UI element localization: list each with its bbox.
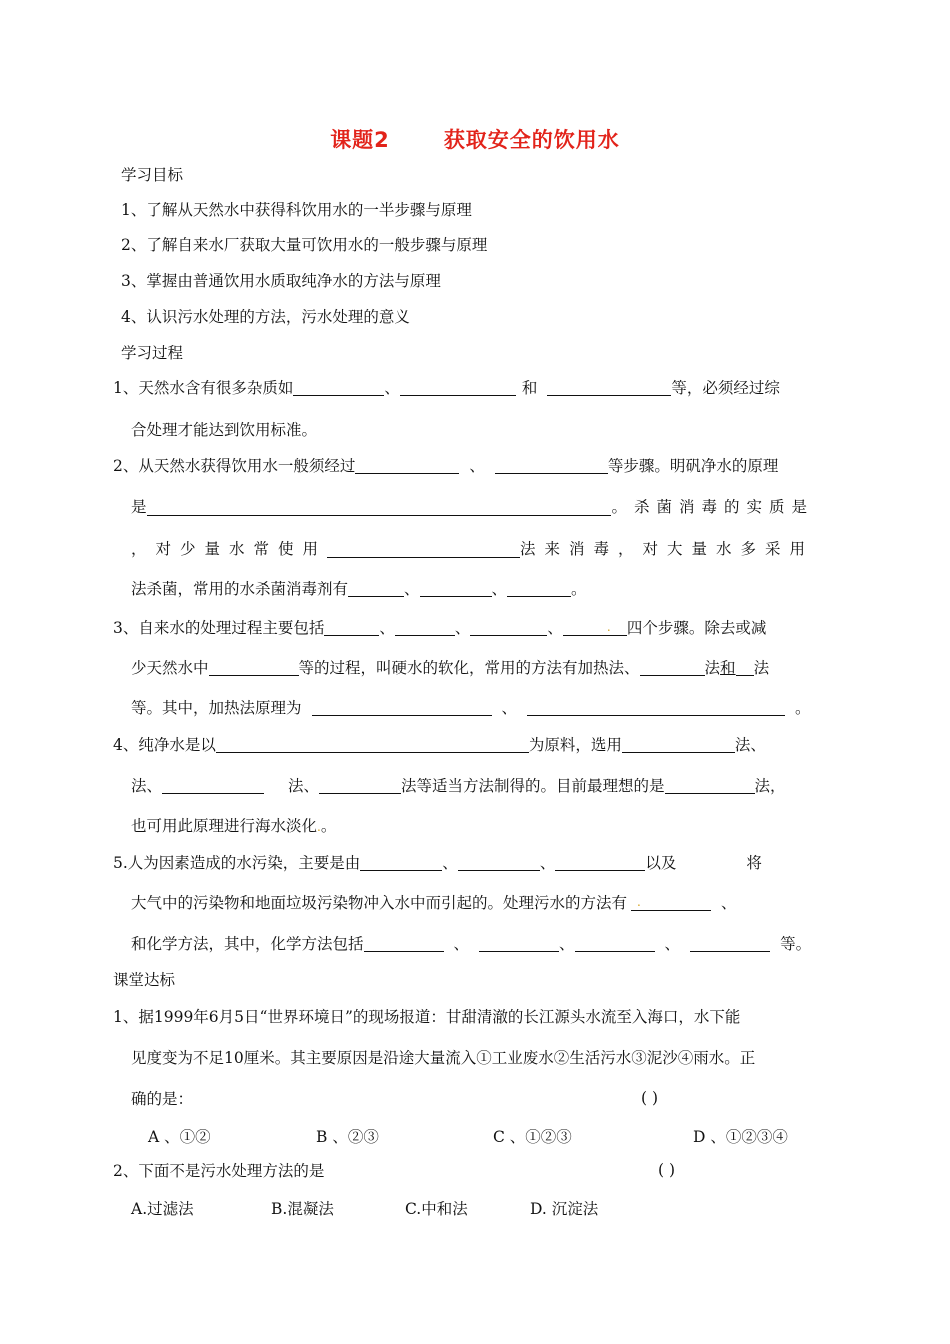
fill-blank[interactable] bbox=[327, 541, 520, 558]
option-d[interactable]: D 、①②③④ bbox=[693, 1128, 788, 1146]
process-q2-line4: 法杀菌，常用的水杀菌消毒剂有 、 、 。 bbox=[131, 580, 587, 598]
process-q5-line1: 5.人为因素造成的水污染，主要是由 、 、 以及 将 bbox=[113, 854, 762, 872]
fill-blank[interactable] bbox=[479, 935, 559, 952]
fill-blank[interactable] bbox=[324, 619, 379, 636]
answer-paren[interactable]: ( ) bbox=[658, 1161, 676, 1179]
process-q5-line2: 大气中的污染物和地面垃圾污染物冲入水中而引起的。处理污水的方法有 . 、 bbox=[131, 894, 737, 912]
fill-blank[interactable] bbox=[216, 736, 529, 753]
fill-blank[interactable] bbox=[293, 379, 384, 396]
process-q4-line1: 4、纯净水是以 为原料，选用 法、 bbox=[113, 736, 766, 754]
option-c[interactable]: C.中和法 bbox=[405, 1200, 468, 1218]
practice-heading: 课堂达标 bbox=[113, 971, 176, 989]
fill-blank[interactable] bbox=[319, 777, 401, 794]
fill-blank[interactable] bbox=[360, 854, 442, 871]
goals-heading: 学习目标 bbox=[121, 166, 184, 184]
fill-blank[interactable] bbox=[555, 854, 645, 871]
process-q1-line2: 合处理才能达到饮用标准。 bbox=[131, 421, 318, 439]
fill-blank[interactable] bbox=[162, 777, 264, 794]
fill-blank[interactable] bbox=[348, 580, 404, 597]
process-q2-line3: ，对少量水常使用 法来消毒，对大量水多采用 bbox=[131, 540, 814, 558]
fill-blank[interactable] bbox=[575, 935, 655, 952]
process-q5-line3: 和化学方法，其中，化学方法包括 、 、 、 等。 bbox=[131, 935, 812, 953]
fill-blank[interactable] bbox=[209, 659, 299, 676]
fill-blank[interactable] bbox=[622, 736, 735, 753]
fill-blank[interactable] bbox=[736, 659, 754, 676]
goal-item: 3、掌握由普通饮用水质取纯净水的方法与原理 bbox=[121, 272, 441, 290]
fill-blank[interactable] bbox=[364, 935, 444, 952]
process-q4-line3: 也可用此原理进行海水淡化.。 bbox=[131, 817, 337, 835]
goal-item: 4、认识污水处理的方法，污水处理的意义 bbox=[121, 308, 410, 326]
page-title: 课题2 获取安全的饮用水 bbox=[330, 128, 620, 152]
fill-blank[interactable] bbox=[527, 699, 785, 716]
process-q2-line1: 2、从天然水获得饮用水一般须经过 、 等步骤。明矾净水的原理 bbox=[113, 457, 779, 475]
process-q1-line1: 1、天然水含有很多杂质如 、 和 等，必须经过综 bbox=[113, 379, 780, 397]
practice-q1-line3: 确的是： bbox=[131, 1090, 194, 1108]
process-heading: 学习过程 bbox=[121, 344, 184, 362]
option-b[interactable]: B 、②③ bbox=[316, 1128, 379, 1146]
fill-blank[interactable] bbox=[690, 935, 770, 952]
process-q3-line3: 等。其中，加热法原理为 、 。 bbox=[131, 699, 811, 717]
goal-item: 1、了解从天然水中获得科饮用水的一半步骤与原理 bbox=[121, 201, 472, 219]
fill-blank[interactable] bbox=[495, 457, 608, 474]
fill-blank[interactable] bbox=[147, 499, 612, 516]
option-a[interactable]: A.过滤法 bbox=[131, 1200, 194, 1218]
practice-q1-line1: 1、据1999年6月5日“世界环境日”的现场报道：甘甜清澈的长江源头水流至入海口，水下能 bbox=[113, 1008, 741, 1026]
fill-blank[interactable] bbox=[400, 379, 516, 396]
process-q4-line2: 法、 法、 法等适当方法制得的。目前最理想的是 法， bbox=[131, 777, 786, 795]
option-d[interactable]: D. 沉淀法 bbox=[530, 1200, 599, 1218]
fill-blank[interactable] bbox=[640, 659, 705, 676]
option-b[interactable]: B.混凝法 bbox=[271, 1200, 334, 1218]
goal-item: 2、了解自来水厂获取大量可饮用水的一般步骤与原理 bbox=[121, 236, 488, 254]
process-q3-line2: 少天然水中 等的过程，叫硬水的软化，常用的方法有加热法、 法和 法 bbox=[131, 659, 770, 677]
fill-blank[interactable] bbox=[395, 619, 455, 636]
process-q3-line1: 3、自来水的处理过程主要包括 、 、 、 . 四个步骤。除去或减 bbox=[113, 619, 767, 637]
fill-blank[interactable] bbox=[665, 777, 755, 794]
fill-blank[interactable] bbox=[507, 580, 571, 597]
fill-blank[interactable]: . bbox=[563, 619, 627, 636]
fill-blank[interactable] bbox=[547, 379, 671, 396]
option-a[interactable]: A 、①② bbox=[148, 1128, 211, 1146]
fill-blank[interactable] bbox=[420, 580, 492, 597]
practice-q1-line2: 见度变为不足10厘米。其主要原因是沿途大量流入①工业废水②生活污水③泥沙④雨水。正 bbox=[131, 1049, 756, 1067]
fill-blank[interactable] bbox=[312, 699, 492, 716]
option-c[interactable]: C 、①②③ bbox=[493, 1128, 572, 1146]
fill-blank[interactable] bbox=[470, 619, 547, 636]
fill-blank[interactable] bbox=[355, 457, 459, 474]
practice-q2-text: 2、下面不是污水处理方法的是 bbox=[113, 1162, 325, 1180]
fill-blank[interactable]: . bbox=[631, 894, 711, 911]
process-q2-line2: 是 。杀菌消毒的实质是 bbox=[131, 498, 814, 516]
fill-blank[interactable] bbox=[458, 854, 540, 871]
answer-paren[interactable]: ( ) bbox=[641, 1089, 659, 1107]
